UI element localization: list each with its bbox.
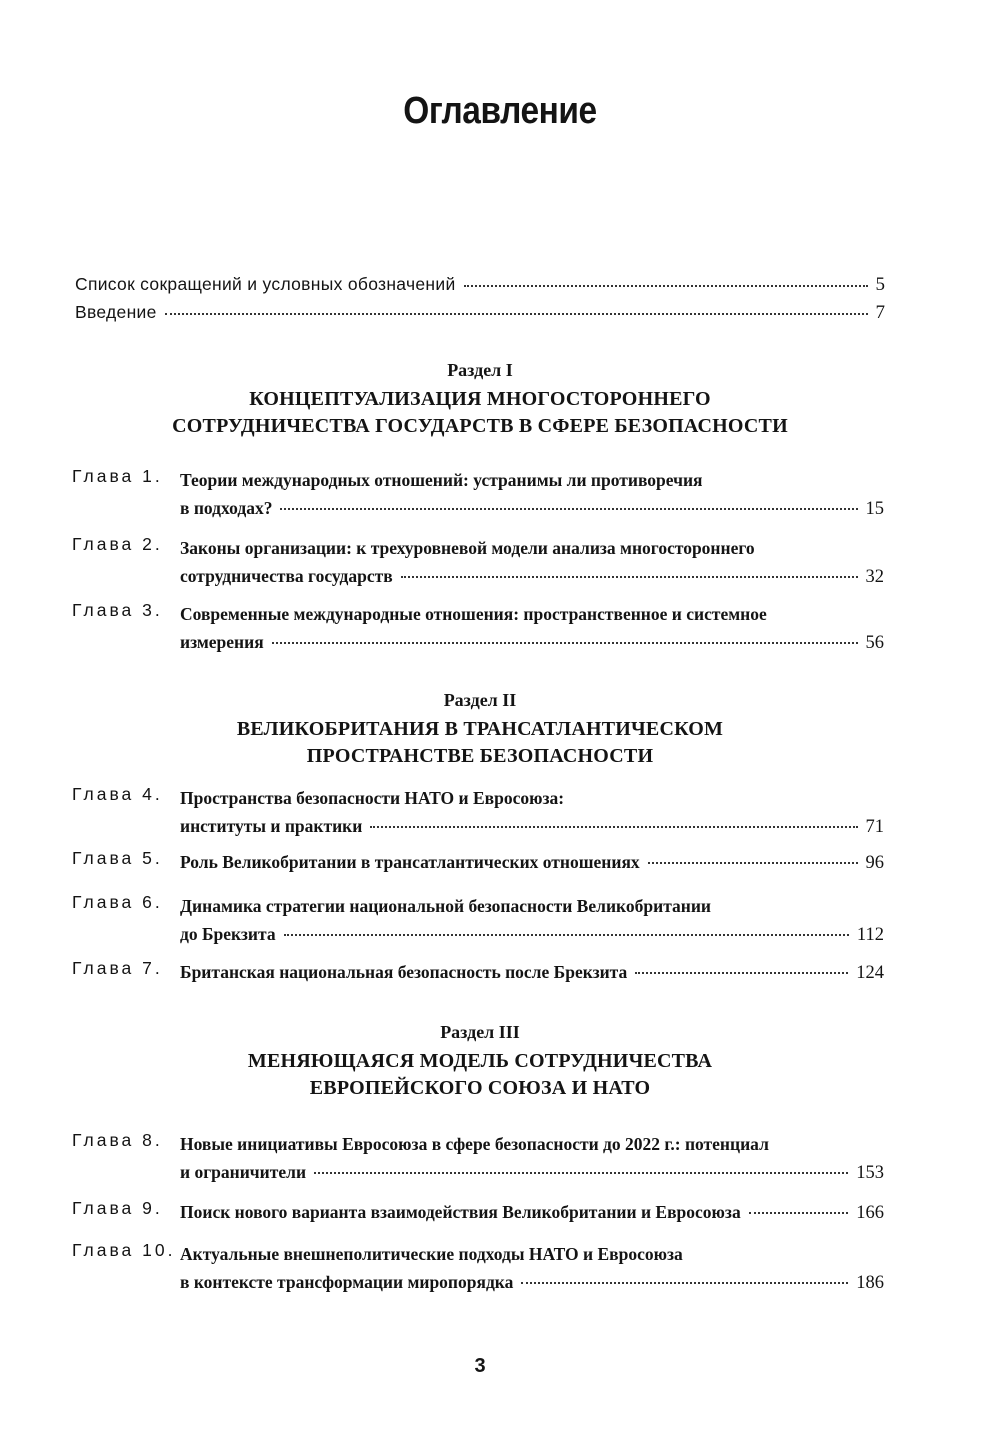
toc-front-entry[interactable] (75, 300, 885, 324)
leader-dots (464, 269, 868, 287)
chapter-title-line: Теории международных отношений: устранимы ли противоречия (180, 470, 703, 490)
section-heading (0, 1022, 960, 1102)
section-title-line: СОТРУДНИЧЕСТВА ГОСУДАРСТВ В СФЕРЕ БЕЗОПАСНОСТИ (172, 415, 788, 437)
chapter-label: Глава 4. (72, 784, 163, 804)
leader-dots (284, 917, 849, 937)
chapter-title-line: Пространства безопасности НАТО и Евросоюза: (180, 788, 565, 808)
chapter-page: 96 (865, 853, 884, 873)
leader-dots (165, 297, 868, 315)
section-title-line: ПРОСТРАНСТВЕ БЕЗОПАСНОСТИ (306, 745, 654, 767)
chapter-label: Глава 7. (72, 958, 163, 978)
leader-dots (314, 1155, 848, 1175)
chapter-page: 153 (856, 1163, 884, 1183)
section-title-line: ВЕЛИКОБРИТАНИЯ В ТРАНСАТЛАНТИЧЕСКОМ (236, 718, 724, 740)
chapter-page: 124 (856, 963, 884, 983)
chapter-label: Глава 8. (72, 1130, 163, 1150)
chapter-title-line: измерения 56 (180, 628, 884, 657)
toc-entry-title: Список сокращений и условных обозначений (75, 274, 456, 294)
chapter-title-line: Новые инициативы Евросоюза в сфере безопасности до 2022 г.: потенциал (180, 1134, 769, 1154)
page-title: Оглавление (403, 90, 597, 132)
chapter-page: 32 (865, 567, 884, 587)
chapter-title-line: Законы организации: к трехуровневой модели анализа многостороннего (180, 538, 755, 558)
leader-dots (635, 955, 848, 975)
page-number: 3 (474, 1355, 486, 1377)
section-label: Раздел II (443, 690, 517, 710)
toc-entry-title: Введение (75, 302, 157, 322)
chapter-title-line: Динамика стратегии национальной безопасности Великобритании (180, 896, 711, 916)
chapter-page: 166 (856, 1203, 884, 1223)
chapter-title-line: и ограничители 153 (180, 1158, 884, 1187)
toc-front-entry[interactable] (75, 272, 885, 296)
chapter-title-line: сотрудничества государств 32 (180, 562, 884, 591)
chapter-title-line: в контексте трансформации миропорядка 186 (180, 1268, 884, 1297)
section-heading (0, 360, 960, 440)
chapter-label: Глава 10. (72, 1240, 176, 1260)
chapter-title-line: в подходах? 15 (180, 494, 884, 523)
chapter-label: Глава 1. (72, 466, 163, 486)
chapter-page: 56 (865, 633, 884, 653)
chapter-page: 15 (865, 499, 884, 519)
chapter-label: Глава 3. (72, 600, 163, 620)
chapter-label: Глава 6. (72, 892, 163, 912)
section-title-line: КОНЦЕПТУАЛИЗАЦИЯ МНОГОСТОРОННЕГО (249, 388, 711, 410)
chapter-title-line: институты и практики 71 (180, 812, 884, 841)
chapter-title-line: до Брекзита 112 (180, 920, 884, 949)
chapter-page: 186 (856, 1273, 884, 1293)
leader-dots (521, 1265, 848, 1285)
section-title-line: ЕВРОПЕЙСКОГО СОЮЗА И НАТО (309, 1077, 651, 1099)
section-label: Раздел I (447, 360, 513, 380)
leader-dots (401, 559, 858, 579)
chapter-title-line: Актуальные внешнеполитические подходы НАТО и Евросоюза (180, 1244, 683, 1264)
section-title-line: МЕНЯЮЩАЯСЯ МОДЕЛЬ СОТРУДНИЧЕСТВА (247, 1050, 713, 1072)
chapter-page: 112 (856, 925, 884, 945)
section-heading (0, 690, 960, 770)
leader-dots (280, 491, 857, 511)
chapter-title-line: Британская национальная безопасность после Брекзита 124 (180, 958, 884, 987)
chapter-label: Глава 9. (72, 1198, 163, 1218)
chapter-page: 71 (865, 817, 884, 837)
chapter-title-line: Роль Великобритании в трансатлантических отношениях 96 (180, 848, 884, 877)
section-label: Раздел III (440, 1022, 520, 1042)
leader-dots (370, 809, 857, 829)
leader-dots (272, 625, 858, 645)
chapter-title-line: Современные международные отношения: пространственное и системное (180, 604, 767, 624)
toc-entry-page: 7 (875, 302, 885, 323)
leader-dots (749, 1195, 849, 1215)
leader-dots (648, 845, 858, 865)
toc-entry-page: 5 (875, 274, 885, 295)
chapter-label: Глава 5. (72, 848, 163, 868)
chapter-label: Глава 2. (72, 534, 163, 554)
chapter-title-line: Поиск нового варианта взаимодействия Великобритании и Евросоюза 166 (180, 1198, 884, 1227)
